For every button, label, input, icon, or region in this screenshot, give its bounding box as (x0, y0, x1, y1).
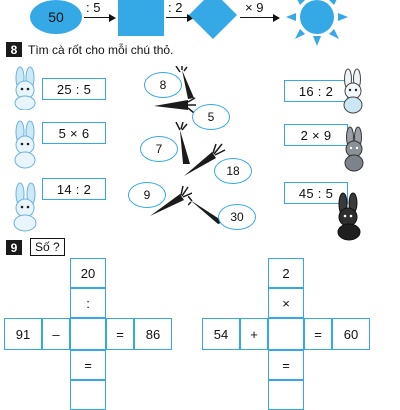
grid-cell-equals: = (304, 318, 332, 350)
grid-answer-blank[interactable] (70, 318, 106, 350)
rabbit-icon (340, 126, 368, 172)
grid-answer-blank[interactable] (268, 318, 304, 350)
op-label-2: : 2 (168, 0, 183, 15)
grid-answer-blank[interactable] (70, 380, 106, 410)
rabbit-icon (6, 66, 46, 110)
carrot-value-oval: 18 (214, 158, 252, 184)
grid-cell-left: 91 (4, 318, 42, 350)
op-label-1: : 5 (86, 0, 101, 15)
carrot-value-oval: 7 (140, 136, 178, 162)
carrot-icon (148, 186, 192, 220)
arrow-3 (240, 17, 278, 18)
grid-cell-operator: – (42, 318, 70, 350)
grid-cell-equals: = (70, 350, 106, 380)
grid-cell-operator: + (240, 318, 268, 350)
exercise-8-badge: 8 (6, 42, 22, 57)
rabbit-expression-box: 5 × 6 (42, 122, 106, 144)
grid-cell-operator: : (70, 288, 106, 318)
grid-cell-left: 54 (202, 318, 240, 350)
arrow-2 (166, 17, 192, 18)
exercise-8-title: Tìm cà rốt cho mỗi chú thỏ. (28, 43, 174, 57)
rabbit-expression-box: 25 : 5 (42, 78, 106, 100)
blank-diamond[interactable] (189, 0, 237, 39)
arrow-1 (84, 17, 114, 18)
carrot-value-oval: 9 (128, 182, 166, 208)
grid-cell-equals: = (268, 350, 304, 380)
rabbit-icon (6, 120, 46, 170)
blank-square[interactable] (118, 0, 164, 36)
exercise-9-badge: 9 (6, 240, 22, 255)
carrot-value-oval: 5 (192, 104, 230, 130)
grid-cell-operator: × (268, 288, 304, 318)
rabbit-expression-box: 45 : 5 (284, 182, 348, 204)
op-label-3: × 9 (245, 0, 264, 15)
rabbit-expression-box: 2 × 9 (284, 124, 348, 146)
grid-cell-result: 86 (134, 318, 172, 350)
start-circle (30, 0, 82, 34)
rabbit-expression-box: 14 : 2 (42, 178, 106, 200)
grid-answer-blank[interactable] (268, 380, 304, 410)
sun-icon[interactable] (282, 0, 352, 50)
carrot-icon (152, 96, 196, 116)
grid-cell-top: 2 (268, 258, 304, 288)
rabbit-icon (330, 192, 370, 242)
carrot-value-oval: 30 (218, 204, 256, 230)
rabbit-expression-box: 16 : 2 (284, 80, 348, 102)
start-value: 50 (48, 9, 64, 25)
grid-cell-top: 20 (70, 258, 106, 288)
carrot-value-oval: 8 (144, 72, 182, 98)
exercise-9-title: Số ? (30, 238, 65, 256)
grid-cell-result: 60 (332, 318, 370, 350)
grid-cell-equals: = (106, 318, 134, 350)
rabbit-icon (338, 68, 368, 114)
